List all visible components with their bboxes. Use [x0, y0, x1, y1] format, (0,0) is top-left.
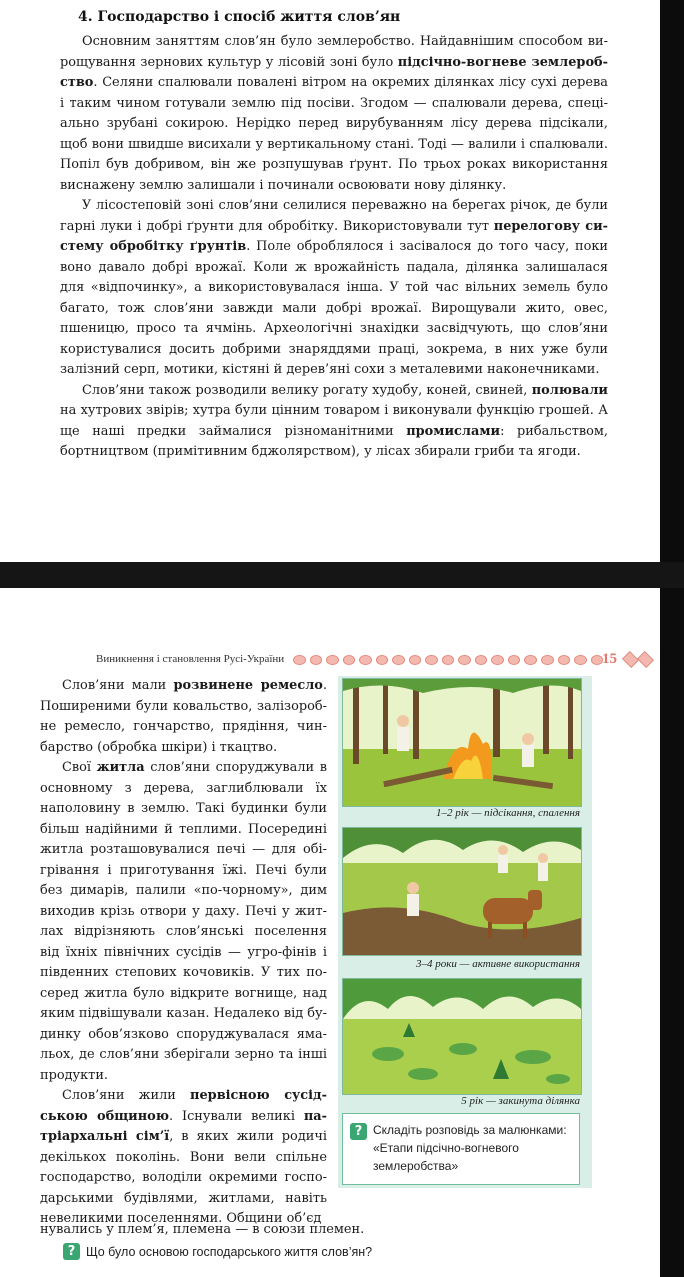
page2-paragraph-2 — [40, 758, 327, 1086]
page-number: 15 — [602, 651, 617, 667]
bold-term: патріархальні сім’ї — [40, 1108, 328, 1144]
question-icon: ? — [63, 1243, 80, 1260]
text-run: Слов’яни жили — [62, 1088, 191, 1103]
text-run: Слов’яни також розводили велику рогату худобу, коней, свиней, — [82, 382, 532, 398]
text-run: Основним заняттям слов’ян було землеробство. Найдавнішим способом вирощування зернових культур у лісовій зоні було — [60, 34, 608, 70]
bold-term: полювали — [531, 382, 608, 398]
bleed-through-ornament — [150, 570, 330, 580]
header-ornament — [293, 654, 603, 666]
question-icon: ? — [350, 1123, 367, 1140]
caption-3: 5 рік — закинута ділянка — [461, 1095, 580, 1107]
illustration-active-use — [342, 827, 582, 956]
bold-term: житла — [96, 760, 145, 775]
bold-term: підсічно-вогневе землеробство — [60, 54, 608, 90]
text-run: . Поширеними були ковальство, залізоробне ремесло, гончарство, прядіння, чинбарство (обробка шкіри) і ткацтво. — [40, 678, 327, 755]
task-text: Складіть розповідь за малюнками: «Етапи підсічно-вогневого землеробства» — [373, 1123, 567, 1173]
caption-2: 3–4 роки — активне використання — [416, 958, 580, 970]
illustration-slash-burn — [342, 678, 582, 807]
page1-paragraph-3 — [60, 381, 608, 463]
text-run: : рибальством, бортництвом (примітивним бджолярством), у лісах збирали гриби та ягоди. — [60, 423, 609, 459]
text-run: Слов’яни мали — [62, 678, 174, 693]
bold-term: первісною сусідською общиною — [40, 1088, 327, 1124]
text-run: . Селяни спалювали повалені вітром на окремих ділянках лісу сухі дерева і таким чином готували землю під посіви. Згодом — спалювали дерева, спеціально зрубані сокирою. Нерідко перед вирубуванням лісу дерева підсікали, щоб вони швидше висихали у вертикальному стані. Тоді — валили і спалювали. Попіл був добривом, він же розпушував ґрунт. По трьох роках використання виснажену землю залишали і починали освоювати нову ділянку. — [60, 75, 608, 193]
caption-1: 1–2 рік — підсікання, спалення — [435, 807, 580, 819]
page2-paragraph-tail: нувались у плем’я, племена — в союзи племен. — [40, 1222, 365, 1237]
page2-paragraph-1 — [40, 676, 327, 758]
text-run: на хутрових звірів; хутра були цінним товаром і виконували функцію грошей. А ще наші предки займалися різноманітними — [60, 403, 608, 439]
page1-paragraph-1 — [60, 32, 608, 196]
text-run: . Поле оброблялося і засівалося до того часу, поки воно давало добрі врожаї. Коли ж врожайність падала, ділянка залишалася для «відпочинку», а використовувалася інша. У той час вільних земель було багато, тож слов’яни завжди мали добрі врожаї. Вирощували жито, овес, пшеницю, просо та ячмінь. Археологічні знахідки засвідчують, що слов’яни користувалися досить добрими знаряддями праці, зокрема, в них уже були залізний серп, мотики, кістяні й дерев’яні сохи з металевими наконечниками. — [60, 239, 608, 377]
page-number-ornament — [624, 654, 652, 666]
running-head: Виникнення і становлення Русі-України — [96, 653, 285, 665]
section-heading: 4. Господарство і спосіб життя слов’ян — [78, 9, 401, 25]
review-question: Що було основою господарського життя слов’ян? — [86, 1245, 373, 1259]
text-run: Свої — [62, 760, 97, 775]
illustration-abandoned-plot — [342, 978, 582, 1095]
text-run: . Існували великі — [168, 1108, 304, 1124]
text-run: слов’яни споруджували в основному з дерева, заглиблювали їх наполовину в землю. Такі будинки були більш надійними й теплими. Посередині житла розташовувалися печі — для обігрівання і приготування їжі. Печі були без димарів, палили «по-чорному», дим виходив крізь отвори у даху. Печі у житлах відрізняють слов’янські поселення від їхніх північних сусідів — угро-фінів і південних степових кочовиків. У тих посеред житла було відкрите вогнище, над яким підвішували казан. Недалеко від будинку обов’язково споруджувалася ямальох, де слов’яни зберігали зерно та інші продукти. — [40, 760, 327, 1083]
text-run: , в яких жили родичі декількох поколінь. Вони вели спільне господарство, володіли окремими господарськими будівлями, житлами, навіть невеликими поселеннями. Общини об’єд — [40, 1129, 327, 1226]
page2-body — [40, 676, 327, 1230]
bold-term: промислами — [406, 423, 501, 439]
bold-term: розвинене ремесло — [173, 678, 323, 693]
bold-term: перелогову систему обробітку ґрунтів — [60, 218, 608, 254]
page1-body — [60, 32, 608, 463]
page-gap — [0, 562, 684, 588]
text-run: У лісостеповій зоні слов’яни селилися переважно на берегах річок, де були гарні луки і добрі ґрунти для обробітку. Використовували тут — [60, 198, 608, 234]
page2-paragraph-3 — [40, 1086, 327, 1230]
page1-paragraph-2 — [60, 196, 608, 381]
